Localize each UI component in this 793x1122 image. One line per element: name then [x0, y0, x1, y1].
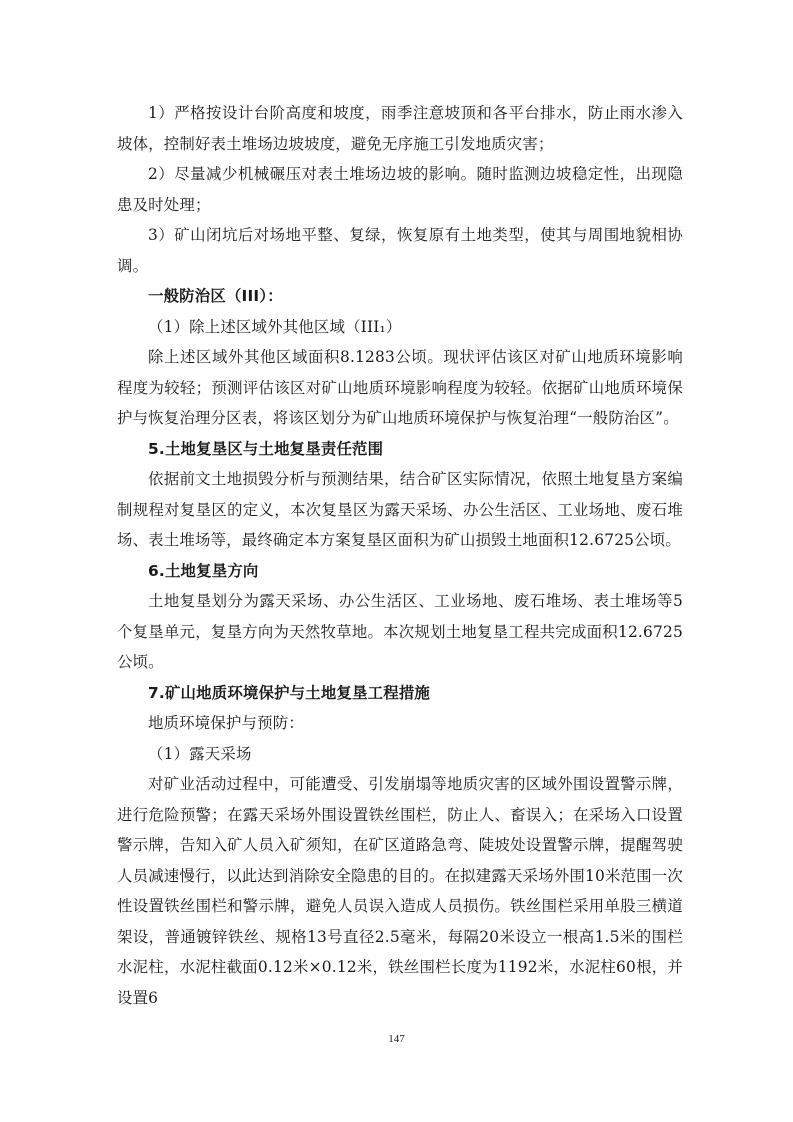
- paragraph: 3）矿山闭坑后对场地平整、复绿，恢复原有土地类型，使其与周围地貌相协调。: [117, 226, 683, 275]
- paragraph: 2）尽量减少机械碾压对表土堆场边坡的影响。随时监测边坡稳定性，出现隐患及时处理；: [117, 165, 683, 214]
- paragraph: 1）严格按设计台阶高度和坡度，雨季注意坡顶和各平台排水，防止雨水渗入坡体，控制好表土堆场边坡坡度，避免无序施工引发地质灾害；: [117, 104, 683, 153]
- paragraph: （1）露天采场: [148, 744, 252, 763]
- section-heading: 7.矿山地质环境保护与土地复垦工程措施: [148, 683, 430, 702]
- paragraph: 除上述区域外其他区域面积8.1283公顷。现状评估该区对矿山地质环境影响程度为较轻；预测评估该区对矿山地质环境影响程度为较轻。依据矿山地质环境保护与恢复治理分区表，将该区划分为矿山地质环境保护与恢复治理“一般防治区”。: [117, 348, 683, 427]
- document-body: [117, 98, 683, 1013]
- paragraph: 地质环境保护与预防：: [148, 714, 304, 732]
- paragraph: （1）除上述区域外其他区域（III₁）: [148, 317, 402, 336]
- page-number: 147: [388, 1033, 405, 1045]
- section-heading: 5.土地复垦区与土地复垦责任范围: [148, 439, 384, 458]
- section-heading: 6.土地复垦方向: [148, 561, 259, 580]
- section-heading: 一般防治区（III）：: [148, 287, 283, 305]
- paragraph: 对矿业活动过程中，可能遭受、引发崩塌等地质灾害的区域外围设置警示牌，进行危险预警；在露天采场外围设置铁丝围栏，防止人、畜误入；在采场入口设置警示牌，告知入矿人员入矿须知，在矿区道路急弯、陡坡处设置警示牌，提醒驾驶人员减速慢行，以此达到消除安全隐患的目的。在拟建露天采场外围10米范围一次性设置铁丝围栏和警示牌，避免人员误入造成人员损伤。铁丝围栏采用单股三横道架设，普通镀锌铁丝、规格13号直径2.5毫米，每隔20米设立一根高1.5米的围栏水泥柱，水泥柱截面0.12米×0.12米，铁丝围栏长度为1192米，水泥柱60根，并设置6: [117, 775, 683, 1007]
- paragraph: 土地复垦划分为露天采场、办公生活区、工业场地、废石堆场、表土堆场等5个复垦单元，复垦方向为天然牧草地。本次规划土地复垦工程共完成面积12.6725公顷。: [117, 592, 683, 671]
- paragraph: 依据前文土地损毁分析与预测结果，结合矿区实际情况，依照土地复垦方案编制规程对复垦区的定义，本次复垦区为露天采场、办公生活区、工业场地、废石堆场、表土堆场等，最终确定本方案复垦区面积为矿山损毁土地面积12.6725公顷。: [117, 470, 683, 549]
